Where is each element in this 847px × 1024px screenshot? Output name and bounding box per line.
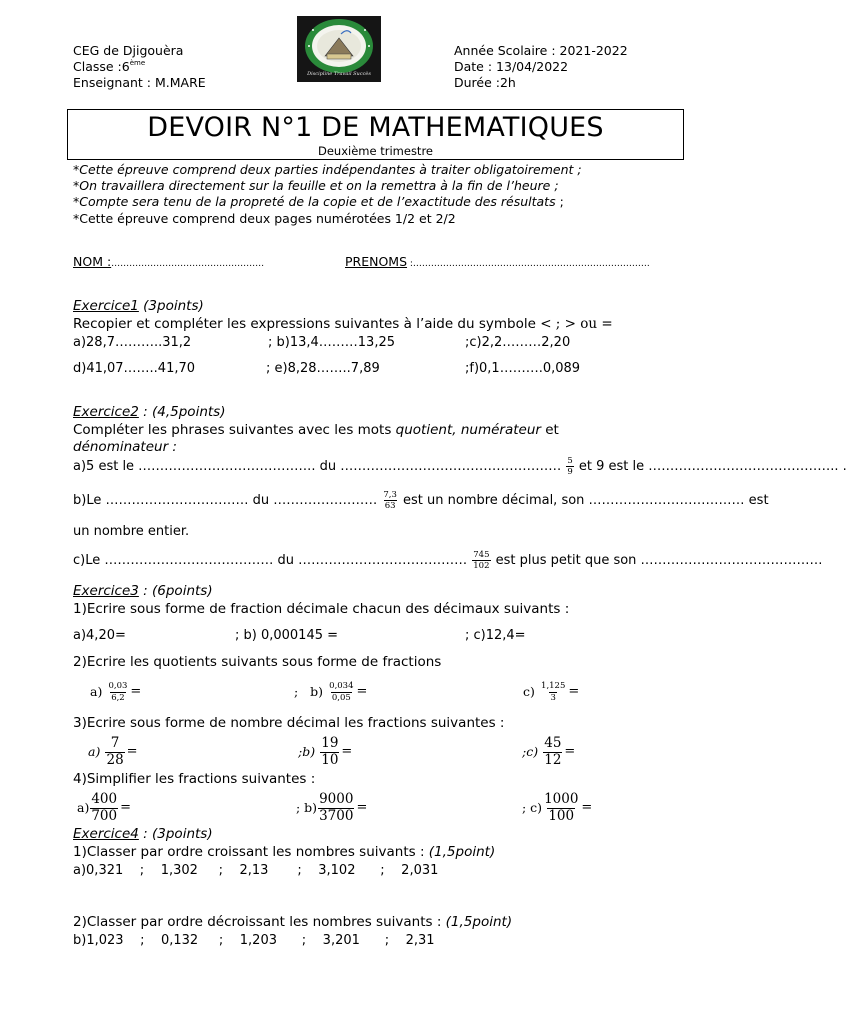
ex4-q1-text: 1)Classer par ordre croissant les nombres suivants :	[73, 844, 429, 860]
ex3-q2-b-label: ; b)	[294, 684, 324, 699]
instruction-2: *On travaillera directement sur la feuille et on la remettra à la fin de l’heure ;	[73, 178, 559, 193]
ex2-instruction-et: et	[540, 422, 559, 438]
prenoms-dots: :…………………………………………………………………….	[407, 259, 650, 269]
ex2-instruction-2: dénominateur :	[73, 439, 177, 455]
ex3-q3-a-den: 28	[106, 751, 124, 768]
nom-dots: ……………………………………………	[111, 259, 265, 269]
ex1-f: ;f)0,1……….0,089	[465, 361, 581, 376]
ex3-q3-a-num: 7	[110, 735, 120, 751]
class-text: Classe :6	[73, 59, 130, 75]
class-label	[73, 61, 145, 74]
ex1-b: ; b)13,4………13,25	[268, 335, 395, 350]
ex3-q4-item-a	[77, 790, 131, 827]
school-logo	[297, 16, 381, 82]
ex3-q2-a-num: 0,03	[108, 681, 128, 691]
ex3-q2-c-den: 3	[550, 692, 556, 703]
ex3-q4-a-den: 700	[91, 807, 118, 824]
ex3-q4-b-den: 3700	[319, 807, 354, 824]
ex3-q1-b: ; b) 0,000145 =	[235, 628, 339, 643]
school-name: CEG de Djigouèra	[73, 43, 184, 58]
ex2-instruction-text: Compléter les phrases suivantes avec les mots	[73, 422, 396, 438]
ex2-b	[73, 488, 769, 514]
ex2-points: : (4,5points)	[138, 404, 226, 420]
ex3-q4: 4)Simplifier les fractions suivantes :	[73, 771, 316, 787]
ex3-q3-b-fraction	[320, 737, 339, 767]
ex3-q2-c-fraction	[540, 682, 566, 702]
ex3-q3-c-label: ;c)	[522, 744, 539, 759]
ex3-q2-a-eq: =	[130, 684, 142, 699]
ex3-q2-c-label: c)	[523, 684, 535, 699]
instruction-1: *Cette épreuve comprend deux parties indépendantes à traiter obligatoirement ;	[73, 162, 582, 177]
ex4-points: : (3points)	[138, 826, 213, 842]
class-sup: ème	[129, 59, 146, 67]
ex3-q3-item-a	[88, 734, 138, 771]
ex3-q2-c-eq: =	[568, 684, 580, 699]
exam-subtitle: Deuxième trimestre	[318, 144, 433, 158]
ex3-q2-a-label: a)	[90, 684, 103, 699]
ex3-q4-b-eq: =	[356, 800, 368, 815]
ex3-q4-c-den: 100	[548, 807, 575, 824]
ex2-a-fraction	[566, 457, 573, 477]
ex3-q2-item-c	[523, 678, 579, 707]
ex3-heading	[73, 585, 213, 599]
exam-title: DEVOIR N°1 DE MATHEMATIQUES	[147, 112, 604, 143]
ex1-d: d)41,07……..41,70	[73, 361, 196, 376]
ex3-q4-item-c	[522, 790, 592, 827]
ex3-q4-a-eq: =	[120, 800, 132, 815]
ex1-a: a)28,7………..31,2	[73, 335, 192, 350]
ex3-q2-b-fraction	[328, 682, 354, 702]
ex1-instruction	[73, 318, 613, 332]
exam-duration: Durée :2h	[454, 75, 516, 90]
ex3-q1-c: ; c)12,4=	[465, 628, 526, 643]
ex3-q1-a: a)4,20=	[73, 628, 126, 643]
ex3-q2-b-eq: =	[356, 684, 368, 699]
nom-field	[73, 256, 264, 269]
ex2-a-text2: et 9 est le …………………………………….. .	[574, 459, 847, 474]
ex2-a	[73, 454, 847, 480]
ex2-heading	[73, 406, 225, 420]
prenoms-label: PRENOMS	[345, 254, 408, 269]
school-year: Année Scolaire : 2021-2022	[454, 43, 628, 58]
ex3-q4-a-fraction	[90, 793, 118, 823]
instruction-4: *Cette épreuve comprend deux pages numérotées 1/2 et 2/2	[73, 211, 456, 226]
ex3-q3-item-b	[298, 734, 352, 771]
ex2-b-text2: est un nombre décimal, son ……………………………… est	[398, 493, 769, 508]
ex3-q4-item-b	[296, 790, 367, 827]
ex2-c-text2: est plus petit que son ……………………………………	[491, 553, 823, 568]
ex2-c-num: 745	[473, 549, 490, 560]
ex3-q3-b-num: 19	[321, 735, 339, 751]
ex3-q3-c-num: 45	[544, 735, 562, 751]
ex1-e: ; e)8,28……..7,89	[266, 361, 380, 376]
ex4-q2-text: 2)Classer par ordre décroissant les nombres suivants :	[73, 914, 446, 930]
ex3-q4-c-label: ; c)	[522, 800, 543, 815]
ex3-q1: 1)Ecrire sous forme de fraction décimale chacun des décimaux suivants :	[73, 601, 570, 617]
nom-label: NOM :	[73, 254, 112, 269]
teacher-name: Enseignant : M.MARE	[73, 75, 206, 90]
ex3-q2-a-fraction	[107, 682, 128, 702]
ex3-q4-c-num: 1000	[544, 791, 579, 807]
ex4-q1	[73, 846, 495, 860]
ex2-a-den: 9	[567, 467, 573, 477]
ex3-q3-a-fraction	[105, 737, 124, 767]
ex2-b-num: 7,3	[383, 489, 397, 500]
ex3-q3-c-eq: =	[564, 744, 576, 759]
ex3-q2-b-num: 0,034	[329, 681, 354, 691]
ex1-c: ;c)2,2………2,20	[465, 335, 571, 350]
ex3-q4-a-label: a)	[77, 800, 90, 815]
ex3-title: Exercice3	[73, 583, 139, 599]
ex3-q4-b-fraction	[318, 793, 354, 823]
ex3-q3: 3)Ecrire sous forme de nombre décimal les fractions suivantes :	[73, 715, 505, 731]
ex4-title: Exercice4	[73, 826, 139, 842]
ex2-instruction-words: quotient, numérateur	[395, 422, 541, 438]
ex3-q3-a-label: a)	[88, 744, 101, 759]
ex4-q1-list: a)0,321 ; 1,302 ; 2,13 ; 3,102 ; 2,031	[73, 863, 439, 878]
instruction-3-tail: ;	[555, 194, 564, 209]
exam-date: Date : 13/04/2022	[454, 59, 569, 74]
ex3-q2-a-den: 6,2	[111, 692, 125, 703]
ex3-q3-a-eq: =	[126, 744, 138, 759]
ex3-q4-c-fraction	[543, 793, 579, 823]
ex3-q2-item-b	[294, 678, 367, 707]
ex4-q1-points: (1,5point)	[428, 844, 496, 860]
ex2-b-line2: un nombre entier.	[73, 524, 190, 539]
ex2-instruction	[73, 424, 559, 438]
ex2-b-text: b)Le …………………………… du ……………………	[73, 493, 382, 508]
ex3-q3-b-label: ;b)	[298, 744, 316, 759]
ex3-q3-c-den: 12	[544, 751, 562, 768]
ex2-c-text: c)Le ………………………………… du …………………………………	[73, 553, 472, 568]
ex2-c	[73, 548, 823, 574]
ex4-q2-points: (1,5point)	[445, 914, 513, 930]
ex4-heading	[73, 828, 213, 842]
ex1-heading	[73, 300, 204, 314]
ex3-q4-b-label: ; b)	[296, 800, 318, 815]
ex1-points: (3points)	[138, 298, 204, 314]
ex2-c-den: 102	[473, 561, 490, 571]
ex3-q2-c-num: 1,125	[541, 681, 566, 691]
ex3-q4-b-num: 9000	[319, 791, 354, 807]
ex3-q4-a-num: 400	[91, 791, 118, 807]
ex3-q3-b-den: 10	[321, 751, 339, 768]
instruction-3-text: *Compte sera tenu de la propreté de la copie et de l’exactitude des résultats	[73, 194, 556, 209]
ex3-q2-b-den: 0,05	[331, 692, 351, 703]
ex2-title: Exercice2	[73, 404, 139, 420]
ex4-q2-list: b)1,023 ; 0,132 ; 1,203 ; 3,201 ; 2,31	[73, 933, 435, 948]
ex1-symbols: < ; > ou =	[535, 316, 613, 332]
ex2-c-fraction	[472, 551, 490, 571]
logo-motto: Discipline Travail Succès	[307, 71, 371, 77]
ex2-a-num: 5	[567, 455, 573, 466]
prenoms-field	[345, 256, 650, 269]
ex2-b-fraction	[382, 491, 398, 511]
ex1-title: Exercice1	[73, 298, 139, 314]
title-box	[67, 109, 684, 160]
ex3-q3-c-fraction	[543, 737, 562, 767]
ex3-q2-item-a	[90, 678, 141, 707]
ex3-q2: 2)Ecrire les quotients suivants sous forme de fractions	[73, 654, 442, 670]
ex3-q4-c-eq: =	[581, 800, 593, 815]
ex1-instruction-text: Recopier et compléter les expressions suivantes à l’aide du symbole	[73, 316, 536, 332]
ex3-q3-item-c	[522, 734, 575, 771]
ex3-points: : (6points)	[138, 583, 213, 599]
ex2-a-text: a)5 est le ………………………………….. du ……………………………………………	[73, 459, 566, 474]
ex3-q3-b-eq: =	[341, 744, 353, 759]
instruction-3	[73, 196, 564, 209]
ex2-b-den: 63	[384, 501, 396, 511]
ex4-q2	[73, 916, 512, 930]
